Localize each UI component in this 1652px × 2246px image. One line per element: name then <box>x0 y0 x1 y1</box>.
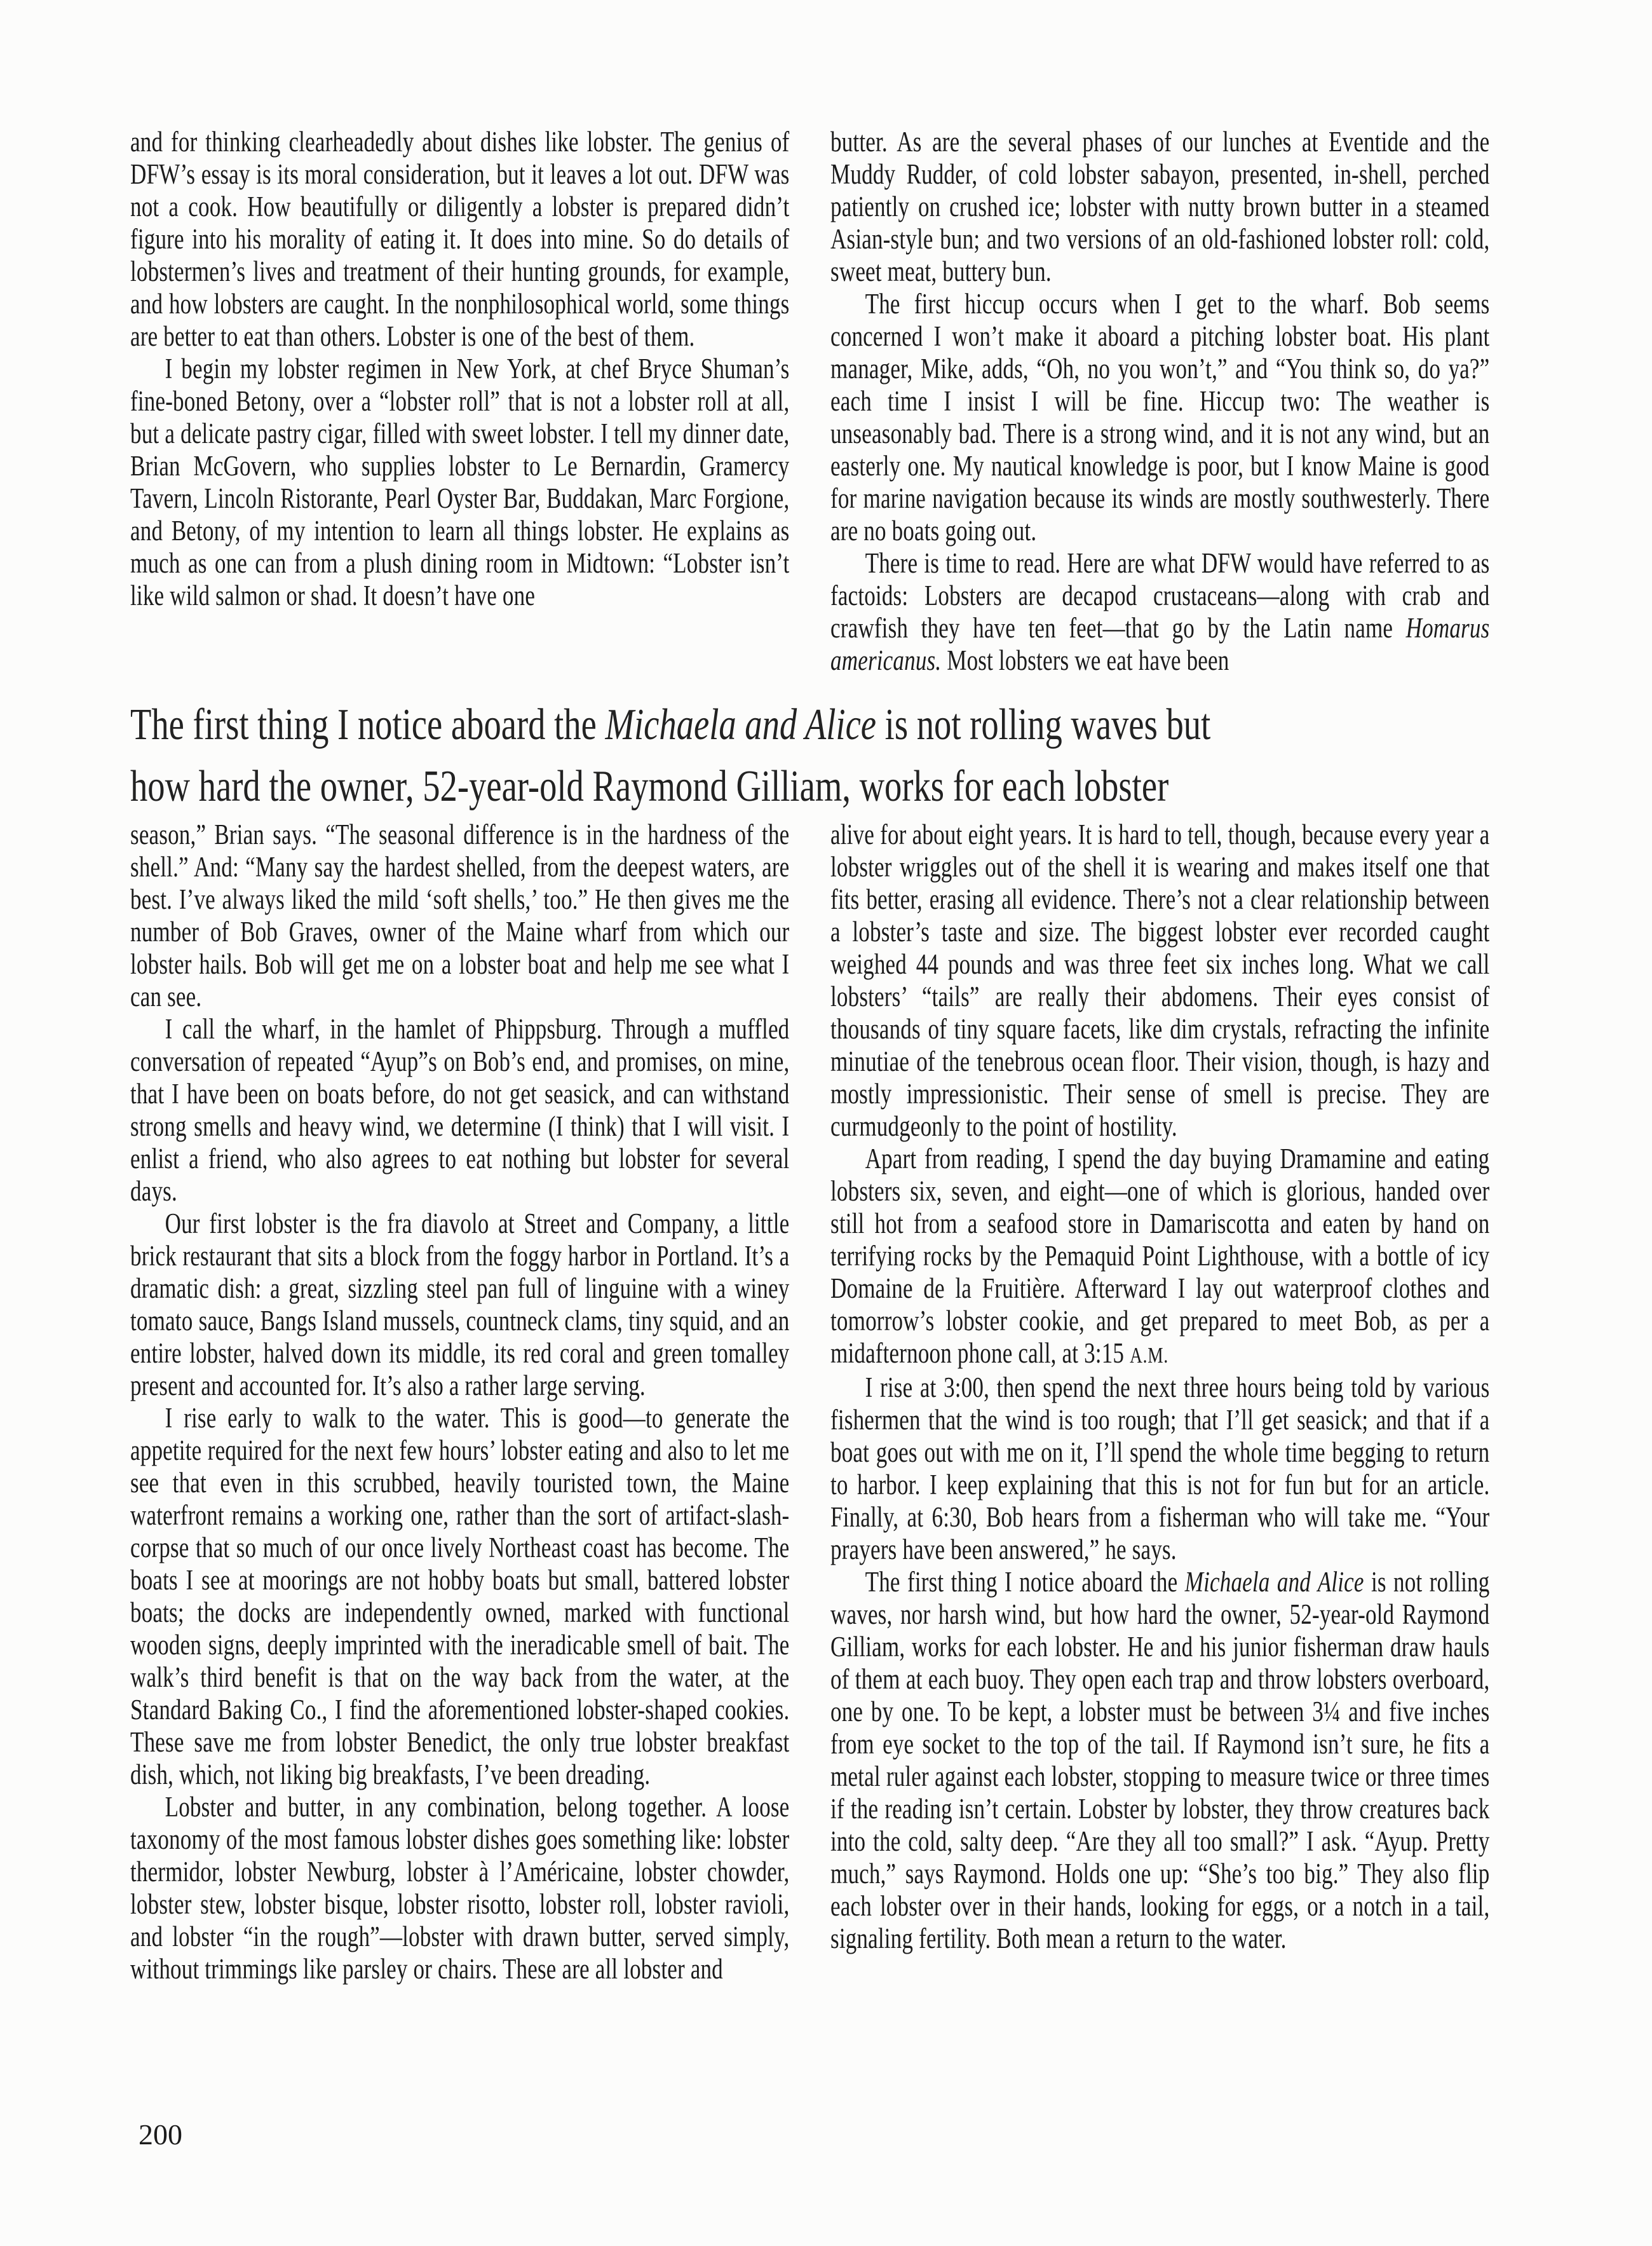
pull-quote-text <box>130 694 1518 817</box>
text-run: I call the wharf, in the hamlet of Phippsburg. Through a muffled conversation of repeated “Ayup”s on Bob’s end, and promises, on mine, that I have been on boats before, do not get seasick, and can withstand strong smells and heavy wind, we determine (I think) that I will visit. I enlist a friend, who also agrees to eat nothing but lobster for several days. <box>130 1013 790 1207</box>
article-column-top-left <box>130 126 789 701</box>
text-run: Lobster and butter, in any combination, belong together. A loose taxonomy of the most famous lobster dishes goes something like: lobster thermidor, lobster Newburg, lobster à l’Américaine, lobster chowder, lobster stew, lobster bisque, lobster risotto, lobster roll, lobster ravioli, and lobster “in the rough”—lobster with drawn butter, served simply, without trimmings like parsley or chairs. These are all lobster and <box>130 1791 790 1985</box>
column-text <box>830 819 1489 1955</box>
paragraph <box>130 1402 789 1791</box>
italic-text-run: Michaela and Alice <box>605 700 877 749</box>
pull-quote <box>130 694 1515 831</box>
paragraph <box>130 1208 789 1402</box>
paragraph <box>830 1566 1489 1955</box>
text-run: butter. As are the several phases of our lunches at Eventide and the Muddy Rudder, of cold lobster sabayon, presented, in-shell, perched patiently on crushed ice; lobster with nutty brown butter in a steamed Asian-style bun; and two versions of an old-fashioned lobster roll: cold, sweet meat, buttery bun. <box>830 126 1490 287</box>
italic-text-run: Michaela and Alice <box>1184 1566 1364 1598</box>
text-run: The first thing I notice aboard the <box>865 1566 1185 1598</box>
paragraph <box>830 126 1489 288</box>
italic-text-run: Homarus americanus. <box>830 612 1490 676</box>
text-run: Our first lobster is the fra diavolo at Street and Company, a little brick restaurant that sits a block from the foggy harbor in Portland. It’s a dramatic dish: a great, sizzling steel pan full of linguine with a winey tomato sauce, Bangs Island mussels, countneck clams, tiny squid, and an entire lobster, halved down its middle, its red coral and green tomalley present and accounted for. It’s also a rather large serving. <box>130 1208 790 1401</box>
paragraph <box>830 1371 1489 1566</box>
text-run: Most lobsters we eat have been <box>941 644 1229 676</box>
page-number: 200 <box>139 2118 182 2151</box>
paragraph <box>830 819 1489 1143</box>
column-text <box>130 126 789 612</box>
article-column-bottom-right <box>830 819 1491 2137</box>
text-run: I begin my lobster regimen in New York, at chef Bryce Shuman’s fine-boned Betony, over a “lobster roll” that is not a lobster roll at all, but a delicate pastry cigar, filled with sweet lobster. I tell my dinner date, Brian McGovern, who supplies lobster to Le Bernardin, Gramercy Tavern, Lincoln Ristorante, Pearl Oyster Bar, Buddakan, Marc Forgione, and Betony, of my intention to learn all things lobster. He explains as much as one can from a plush dining room in Midtown: “Lobster isn’t like wild salmon or shad. It doesn’t have one <box>130 353 790 611</box>
text-run: alive for about eight years. It is hard to tell, though, because every year a lobster wriggles out of the shell it is wearing and makes itself one that fits better, erasing all evidence. There’s not a clear relationship between a lobster’s taste and size. The biggest lobster ever recorded caught weighed 44 pounds and was three feet six inches long. What we call lobsters’ “tails” are really their abdomens. Their eyes consist of thousands of tiny square facets, like dim crystals, refracting the infinite minutiae of the tenebrous ocean floor. Their vision, though, is hazy and mostly impressionistic. Their sense of smell is precise. They are curmudgeonly to the point of hostility. <box>830 819 1490 1142</box>
text-run: is not rolling waves but <box>876 700 1211 749</box>
article-column-bottom-left <box>130 819 789 2137</box>
paragraph <box>830 288 1489 547</box>
text-run: and for thinking clearheadedly about dishes like lobster. The genius of DFW’s essay is its moral consideration, but it leaves a lot out. DFW was not a cook. How beautifully or diligently a lobster is prepared didn’t figure into his morality of eating it. It does into mine. So do details of lobstermen’s lives and treatment of their hunting grounds, for example, and how lobsters are caught. In the nonphilosophical world, some things are better to eat than others. Lobster is one of the best of them. <box>130 126 790 352</box>
article-column-top-right <box>830 126 1491 701</box>
smallcaps-text-run: A.M. <box>1130 1343 1168 1368</box>
text-run: I rise early to walk to the water. This is good—to generate the appetite required for the next few hours’ lobster eating and also to let me see that even in this scrubbed, heavily touristed town, the Maine waterfront remains a working one, rather than the sort of artifact-slash-corpse that so much of our once lively Northeast coast has become. The boats I see at moorings are not hobby boats but small, battered lobster boats; the docks are independently owned, marked with functional wooden signs, deeply imprinted with the ineradicable smell of bait. The walk’s third benefit is that on the way back from the water, at the Standard Baking Co., I find the aforementioned lobster-shaped cookies. These save me from lobster Benedict, the only true lobster breakfast dish, which, not liking big breakfasts, I’ve been dreading. <box>130 1402 790 1790</box>
text-run: how hard the owner, 52-year-old Raymond Gilliam, works for each lobster <box>130 762 1169 811</box>
column-text <box>130 819 789 1985</box>
paragraph <box>130 126 789 353</box>
text-run: The first thing I notice aboard the <box>130 700 606 749</box>
column-text <box>830 126 1489 677</box>
text-run: Apart from reading, I spend the day buying Dramamine and eating lobsters six, seven, and eight—one of which is glorious, handed over still hot from a seafood store in Damariscotta and eaten by hand on terrifying rocks by the Pemaquid Point Lighthouse, with a bottle of icy Domaine de la Fruitière. Afterward I lay out waterproof clothes and tomorrow’s lobster cookie, and get prepared to meet Bob, as per a midafternoon phone call, at 3:15 <box>830 1143 1490 1369</box>
text-run: season,” Brian says. “The seasonal difference is in the hardness of the shell.” And: “Many say the hardest shelled, from the deepest waters, are best. I’ve always liked the mild ‘soft shells,’ too.” He then gives me the number of Bob Graves, owner of the Maine wharf from which our lobster hails. Bob will get me on a lobster boat and help me see what I can see. <box>130 819 790 1012</box>
paragraph <box>130 1791 789 1985</box>
text-run: is not rolling waves, nor harsh wind, but how hard the owner, 52-year-old Raymond Gilliam, works for each lobster. He and his junior fisherman draw hauls of them at each buoy. They open each trap and throw lobsters overboard, one by one. To be kept, a lobster must be between 3¼ and five inches from eye socket to the top of the tail. If Raymond isn’t sure, he fits a metal ruler against each lobster, stopping to measure twice or three times if the reading isn’t certain. Lobster by lobster, they throw creatures back into the cold, salty deep. “Are they all too small?” I ask. “Ayup. Pretty much,” says Raymond. Holds one up: “She’s too big.” They also flip each lobster over in their hands, looking for eggs, or a notch in a tail, signaling fertility. Both mean a return to the water. <box>830 1566 1490 1954</box>
paragraph <box>130 819 789 1013</box>
text-run: I rise at 3:00, then spend the next three hours being told by various fishermen that the wind is too rough; that I’ll get seasick; and that if a boat goes out with me on it, I’ll spend the whole time begging to return to harbor. I keep explaining that this is not for fun but for an article. Finally, at 6:30, Bob hears from a fisherman who will take me. “Your prayers have been answered,” he says. <box>830 1371 1490 1565</box>
paragraph <box>830 547 1489 677</box>
text-run: There is time to read. Here are what DFW would have referred to as factoids: Lobsters are decapod crustaceans—along with crab and crawfish they have ten feet—that go by the Latin name <box>830 547 1490 644</box>
text-run: The first hiccup occurs when I get to the wharf. Bob seems concerned I won’t make it aboard a pitching lobster boat. His plant manager, Mike, adds, “Oh, no you won’t,” and “You think so, do ya?” each time I insist I will be fine. Hiccup two: The weather is unseasonably bad. There is a strong wind, and it is not any wind, but an easterly one. My nautical knowledge is poor, but I know Maine is good for marine navigation because its winds are mostly southwesterly. There are no boats going out. <box>830 288 1490 547</box>
paragraph <box>130 353 789 612</box>
paragraph <box>130 1013 789 1208</box>
paragraph <box>830 1143 1489 1371</box>
